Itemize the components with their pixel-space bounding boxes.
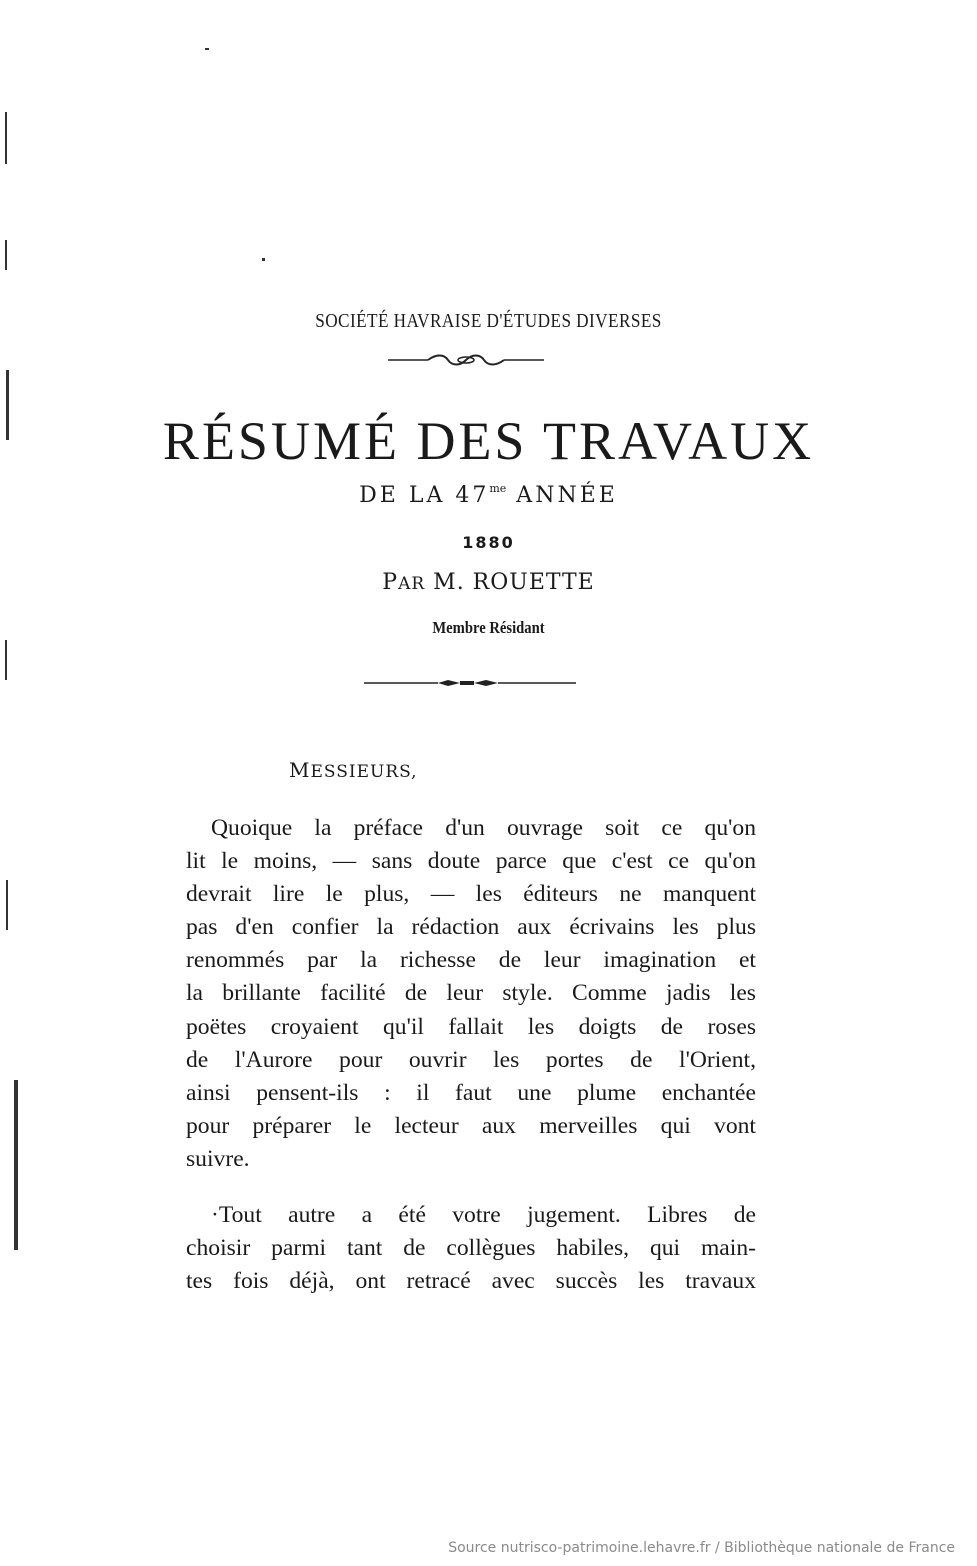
text-line: Quoique la préface d'un ouvrage soit ce qu'on	[211, 815, 756, 841]
text-line: ainsi pensent-ils : il faut une plume enchantée	[186, 1079, 756, 1106]
source-attribution: Source nutrisco-patrimoine.lehavre.fr / Bibliothèque nationale de France	[448, 1540, 955, 1556]
scan-speck	[6, 880, 8, 930]
society-name: SOCIÉTÉ HAVRAISE D'ÉTUDES DIVERSES	[315, 310, 662, 332]
text-line: lit le moins, — sans doute parce que c'est ce qu'on	[186, 848, 756, 875]
text-line: devrait lire le plus, — les éditeurs ne manquent	[186, 881, 756, 908]
scan-speck	[5, 112, 7, 164]
subtitle-suffix: ANNÉE	[506, 483, 618, 508]
paragraph-1	[186, 812, 756, 1176]
subtitle-prefix: DE LA 47	[359, 483, 490, 508]
scan-speck	[205, 48, 209, 50]
salutation-cap: M	[289, 758, 311, 782]
paragraph-2	[186, 1199, 756, 1298]
text-line: renommés par la richesse de leur imagination et	[186, 947, 756, 974]
salutation	[289, 758, 418, 782]
text-line: ·Tout autre a été votre jugement. Libres de	[211, 1202, 756, 1228]
scan-speck	[5, 640, 7, 680]
scan-speck	[14, 1080, 18, 1250]
author-line	[0, 570, 977, 595]
text-line: choisir parmi tant de collègues habiles, qui main-	[186, 1235, 756, 1262]
text-line: poëtes croyaient qu'il fallait les doigts de roses	[186, 1013, 756, 1040]
text-line: pas d'en confier la rédaction aux écrivains les plus	[186, 914, 756, 941]
scan-speck	[262, 258, 265, 261]
author-name: M. ROUETTE	[425, 570, 595, 595]
fleuron-ornament-icon	[388, 350, 544, 370]
text-line: de l'Aurore pour ouvrir les portes de l'Orient,	[186, 1046, 756, 1073]
subtitle-ordinal: me	[489, 482, 507, 495]
text-line: tes fois déjà, ont retracé avec succès les travaux	[186, 1268, 756, 1295]
divider-ornament-icon	[364, 676, 576, 690]
scan-speck	[5, 240, 7, 270]
text-line: pour préparer le lecteur aux merveilles qui vont	[186, 1112, 756, 1139]
salutation-rest: ESSIEURS,	[310, 762, 418, 782]
author-prefix-rest: AR	[398, 574, 426, 594]
document-year: 1880	[462, 533, 515, 552]
document-subtitle	[0, 482, 977, 508]
author-role: Membre Résidant	[432, 618, 545, 637]
document-title: RÉSUMÉ DES TRAVAUX	[162, 411, 815, 471]
text-line: suivre.	[186, 1145, 250, 1172]
text-line: la brillante facilité de leur style. Comme jadis les	[186, 980, 756, 1007]
author-prefix-cap: P	[382, 570, 399, 595]
